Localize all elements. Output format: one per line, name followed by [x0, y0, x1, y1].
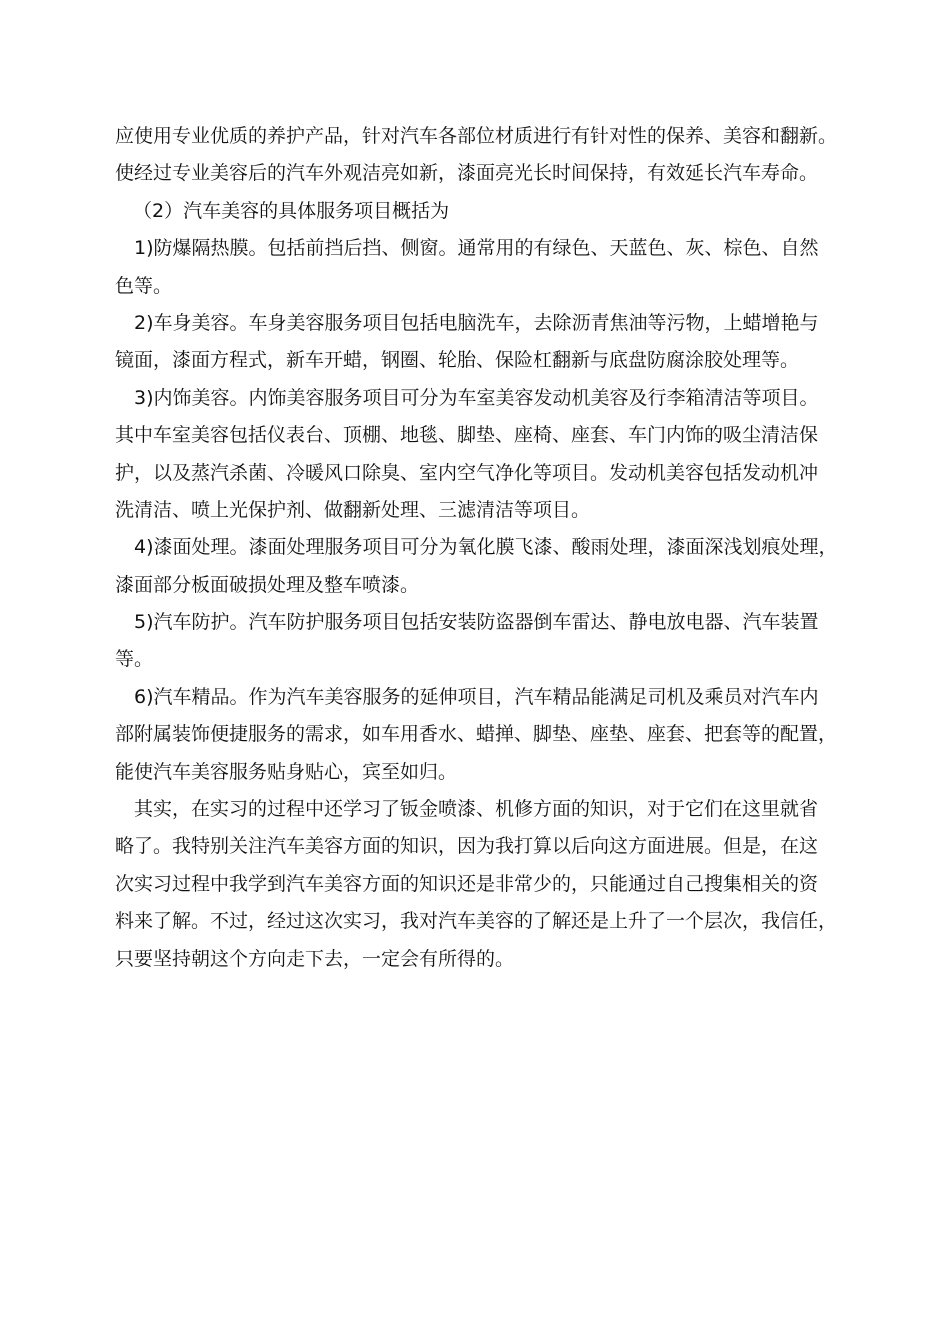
list-item-anti-explosion-film	[115, 230, 850, 305]
text-line: 其实，在实习的过程中还学习了钣金喷漆、机修方面的知识，对于它们在这里就省	[134, 798, 819, 821]
list-item-paint-treatment	[115, 529, 850, 604]
text-line: 漆面部分板面破损处理及整车喷漆。	[115, 573, 420, 596]
paragraph-conclusion	[115, 791, 850, 978]
list-item-car-protection	[115, 604, 850, 679]
text-line: 4)漆面处理。漆面处理服务项目可分为氧化膜飞漆、酸雨处理，漆面深浅划痕处理，	[134, 536, 838, 559]
text-line: 略了。我特别关注汽车美容方面的知识，因为我打算以后向这方面进展。但是，在这	[115, 835, 819, 858]
text-line: 1)防爆隔热膜。包括前挡后挡、侧窗。通常用的有绿色、天蓝色、灰、棕色、自然	[134, 237, 819, 260]
text-line: 洗清洁、喷上光保护剂、做翻新处理、三滤清洁等项目。	[115, 498, 591, 521]
list-item-interior-beauty	[115, 380, 850, 530]
text-line: 料来了解。不过，经过这次实习，我对汽车美容的了解还是上升了一个层次，我信任，	[115, 910, 838, 933]
text-line: 2)车身美容。车身美容服务项目包括电脑洗车，去除沥青焦油等污物，上蜡增艳与	[134, 311, 819, 334]
text-line: 能使汽车美容服务贴身贴心，宾至如归。	[115, 760, 458, 783]
text-line: 部附属装饰便捷服务的需求，如车用香水、蜡掸、脚垫、座垫、座套、把套等的配置，	[115, 723, 838, 746]
text-line: （2）汽车美容的具体服务项目概括为	[133, 199, 450, 222]
document-body	[115, 118, 850, 978]
text-line: 护，以及蒸汽杀菌、冷暖风口除臭、室内空气净化等项目。发动机美容包括发动机冲	[115, 461, 819, 484]
text-line: 等。	[115, 648, 154, 671]
text-line: 6)汽车精品。作为汽车美容服务的延伸项目，汽车精品能满足司机及乘员对汽车内	[134, 685, 819, 708]
text-line: 次实习过程中我学到汽车美容方面的知识还是非常少的，只能通过自己搜集相关的资	[115, 872, 819, 895]
text-line: 其中车室美容包括仪表台、顶棚、地毯、脚垫、座椅、座套、车门内饰的吸尘清洁保	[115, 424, 819, 447]
text-line: 使经过专业美容后的汽车外观洁亮如新，漆面亮光长时间保持，有效延长汽车寿命。	[115, 162, 819, 185]
list-item-car-accessories	[115, 679, 850, 791]
text-line: 3)内饰美容。内饰美容服务项目可分为车室美容发动机美容及行李箱清洁等项目。	[134, 386, 819, 409]
list-item-body-beauty	[115, 305, 850, 380]
paragraph-intro	[115, 118, 850, 193]
text-line: 应使用专业优质的养护产品，针对汽车各部位材质进行有针对性的保养、美容和翻新。	[115, 125, 838, 147]
section-heading	[115, 193, 850, 230]
text-line: 镜面，漆面方程式，新车开蜡，钢圈、轮胎、保险杠翻新与底盘防腐涂胶处理等。	[115, 349, 800, 372]
text-line: 色等。	[115, 274, 173, 297]
text-line: 只要坚持朝这个方向走下去，一定会有所得的。	[115, 947, 515, 970]
text-line: 5)汽车防护。汽车防护服务项目包括安装防盗器倒车雷达、静电放电器、汽车装置	[134, 611, 819, 634]
